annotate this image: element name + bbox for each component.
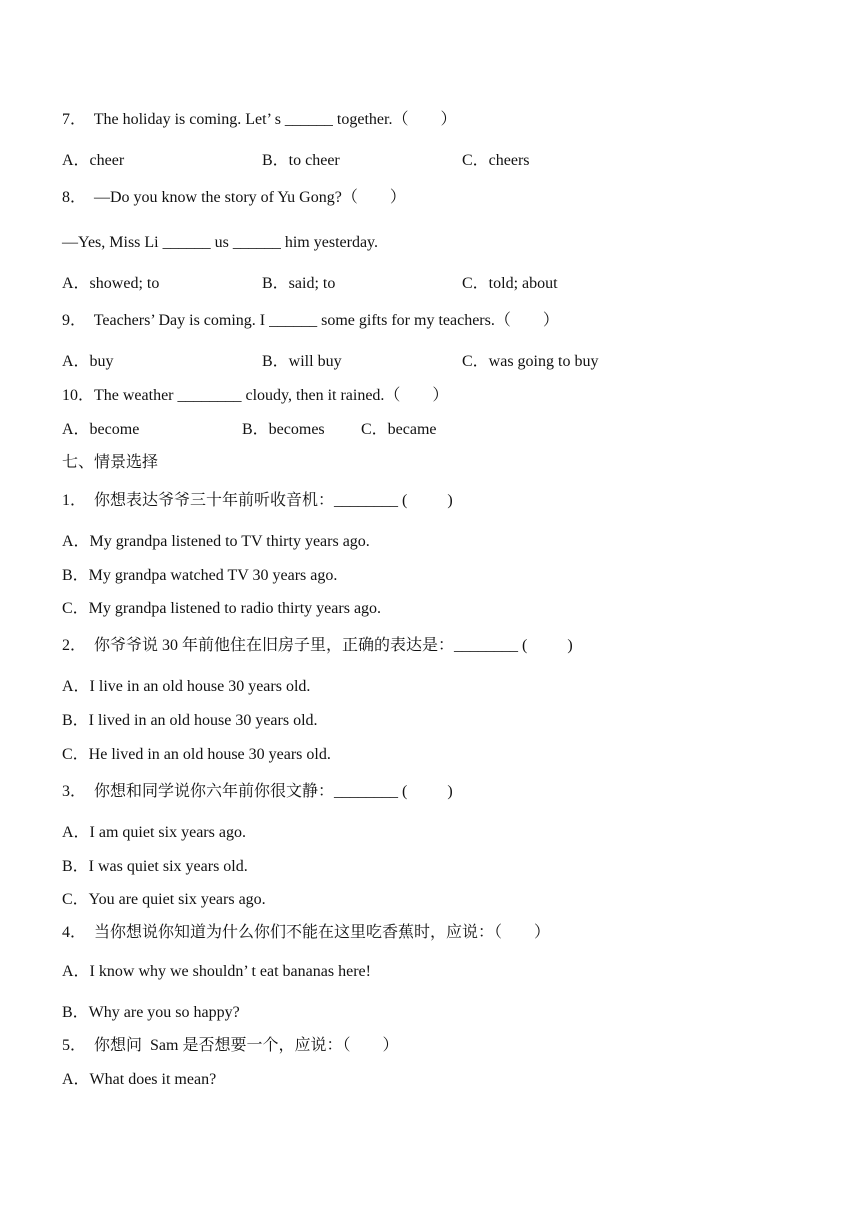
scenario-4-stem: 4． 当你想说你知道为什么你们不能在这里吃香蕉时，应说：（ ） — [62, 924, 551, 941]
question-9-option-c: C．was going to buy — [462, 353, 599, 370]
scenario-1-option-c: C．My grandpa listened to radio thirty years ago. — [62, 600, 382, 617]
question-8-answer-line: —Yes, Miss Li ______ us ______ him yesterday. — [62, 234, 379, 251]
scenario-3-stem: 3． 你想和同学说你六年前你很文静：________ ( ) — [62, 783, 453, 800]
scenario-4-option-a: A．I know why we shouldn’ t eat bananas here! — [62, 963, 371, 980]
question-9-option-a: A．buy — [62, 353, 114, 370]
scenario-3-option-a: A．I am quiet six years ago. — [62, 824, 246, 841]
question-9-option-b: B．will buy — [262, 353, 342, 370]
scenario-4-option-b: B．Why are you so happy? — [62, 1004, 240, 1021]
question-10-stem: 10．The weather ________ cloudy, then it rained.（ ） — [62, 387, 449, 404]
question-8-option-a: A．showed; to — [62, 275, 160, 292]
scenario-1-option-a: A．My grandpa listened to TV thirty years ago. — [62, 533, 370, 550]
question-8-stem: 8． —Do you know the story of Yu Gong?（ ） — [62, 189, 406, 206]
scenario-1-option-b: B．My grandpa watched TV 30 years ago. — [62, 567, 338, 584]
scenario-1-stem: 1． 你想表达爷爷三十年前听收音机：________ ( ) — [62, 492, 453, 509]
question-10-option-a: A．become — [62, 421, 140, 438]
scenario-5-stem: 5． 你想问 Sam 是否想要一个，应说：（ ） — [62, 1037, 399, 1054]
scenario-2-option-c: C．He lived in an old house 30 years old. — [62, 746, 331, 763]
scenario-2-stem: 2． 你爷爷说 30 年前他住在旧房子里，正确的表达是：________ ( ) — [62, 637, 573, 654]
question-7-stem: 7． The holiday is coming. Let’ s ______ together.（ ） — [62, 111, 457, 128]
question-10-option-c: C．became — [361, 421, 437, 438]
scenario-3-option-b: B．I was quiet six years old. — [62, 858, 248, 875]
question-7-option-a: A．cheer — [62, 152, 125, 169]
scenario-2-option-a: A．I live in an old house 30 years old. — [62, 678, 311, 695]
section-7-heading: 七、情景选择 — [62, 454, 159, 471]
question-10-option-b: B．becomes — [242, 421, 325, 438]
scenario-5-option-a: A．What does it mean? — [62, 1071, 217, 1088]
question-8-option-b: B．said; to — [262, 275, 336, 292]
scenario-3-option-c: C．You are quiet six years ago. — [62, 891, 266, 908]
question-7-option-b: B．to cheer — [262, 152, 340, 169]
question-7-option-c: C．cheers — [462, 152, 530, 169]
question-9-stem: 9． Teachers’ Day is coming. I ______ some gifts for my teachers.（ ） — [62, 312, 559, 329]
question-8-option-c: C．told; about — [462, 275, 558, 292]
scenario-2-option-b: B．I lived in an old house 30 years old. — [62, 712, 318, 729]
